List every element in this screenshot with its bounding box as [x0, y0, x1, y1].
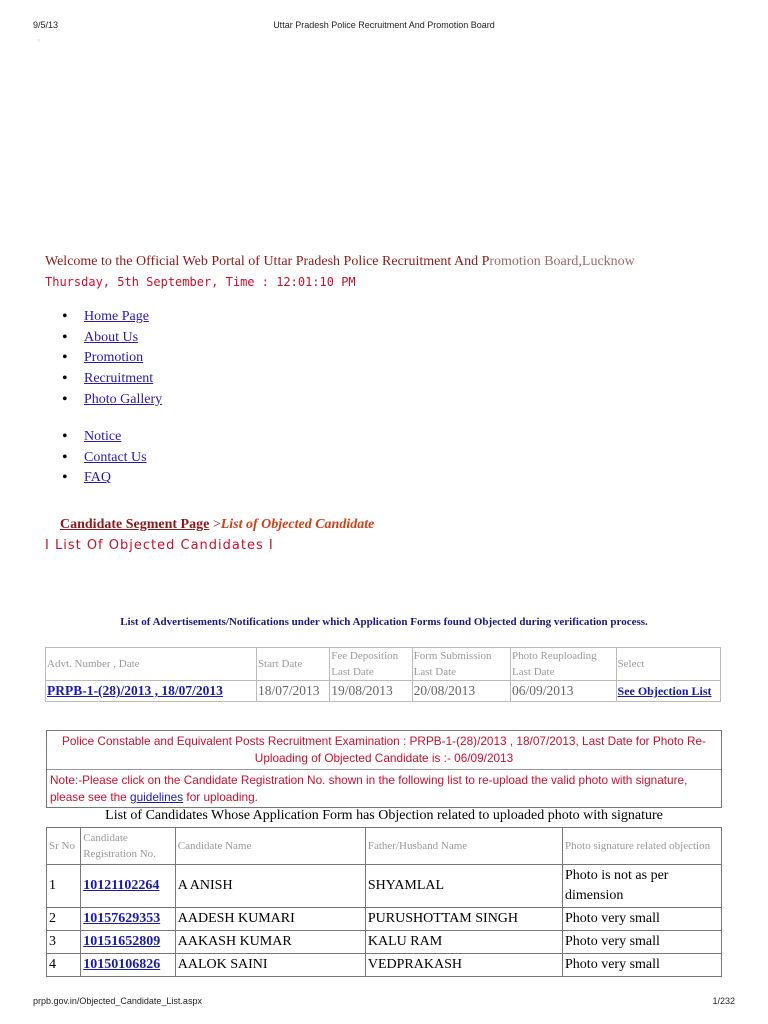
- breadcrumb-home-link[interactable]: Candidate Segment Page: [60, 517, 210, 532]
- notice-title: Police Constable and Equivalent Posts Recruitment Examination : PRPB-1-(28)/2013 , 18/07/2013, Last Date for Photo Re-Uploading of Objected Candidate is :- 06/09/2013: [62, 734, 706, 765]
- table-row: [46, 681, 721, 702]
- column-header: Father/Husband Name: [365, 828, 562, 865]
- broken-image-icon: ▫: [37, 36, 40, 45]
- table-row: [47, 931, 722, 954]
- nav-link-recruitment[interactable]: Recruitment: [84, 371, 154, 387]
- table-cell: 19/08/2013: [330, 681, 412, 702]
- table-cell: VEDPRAKASH: [365, 954, 562, 977]
- nav-link-home[interactable]: Home Page: [84, 309, 149, 324]
- print-date: 9/5/13: [33, 20, 59, 30]
- registration-link[interactable]: 10151652809: [83, 934, 161, 949]
- nav-item-home: [62, 307, 162, 328]
- guidelines-link[interactable]: guidelines: [130, 790, 184, 804]
- table-cell: [81, 908, 176, 931]
- nav-item-gallery: [62, 390, 162, 411]
- column-header: Photo Reuploading Last Date: [511, 648, 616, 681]
- table-cell: Photo very small: [563, 954, 722, 977]
- column-header: Sr No: [47, 828, 81, 865]
- table-row: [47, 954, 722, 977]
- notice-note: [50, 772, 718, 806]
- print-footer: [33, 996, 735, 1010]
- nav-item-about: [62, 328, 162, 349]
- nav-item-contact: [62, 448, 147, 469]
- table-cell: A ANISH: [175, 865, 365, 908]
- table-cell: [81, 865, 176, 908]
- table-cell: AALOK SAINI: [175, 954, 365, 977]
- registration-link[interactable]: 10157629353: [83, 911, 161, 926]
- nav-item-recruitment: [62, 369, 162, 390]
- column-header: Start Date: [256, 648, 329, 681]
- print-header: [33, 20, 735, 34]
- divider: [47, 769, 721, 770]
- table-cell: 2: [47, 908, 81, 931]
- advertisements-caption: List of Advertisements/Notifications under which Application Forms found Objected during verification process.: [120, 616, 648, 628]
- nav-link-faq[interactable]: FAQ: [84, 470, 111, 486]
- nav-link-contact[interactable]: Contact Us: [84, 449, 147, 465]
- candidates-caption: List of Candidates Whose Application Form has Objection related to uploaded photo with signature: [105, 808, 663, 823]
- registration-link[interactable]: 10150106826: [83, 957, 161, 972]
- table-cell: PURUSHOTTAM SINGH: [365, 908, 562, 931]
- welcome-banner: [45, 254, 635, 270]
- table-cell: [81, 931, 176, 954]
- print-title: Uttar Pradesh Police Recruitment And Promotion Board: [273, 20, 495, 30]
- table-cell: AAKASH KUMAR: [175, 931, 365, 954]
- nav-link-gallery[interactable]: Photo Gallery: [84, 391, 163, 407]
- welcome-text: Welcome to the Official Web Portal of Uttar Pradesh Police Recruitment And P: [45, 254, 490, 269]
- table-cell: 06/09/2013: [511, 681, 616, 702]
- primary-nav: [62, 307, 162, 410]
- advertisements-table: [45, 647, 721, 702]
- table-cell: 1: [47, 865, 81, 908]
- note-text-end: for uploading.: [183, 790, 258, 804]
- nav-item-notice: [62, 427, 147, 448]
- breadcrumb: [60, 517, 374, 533]
- table-header-row: [46, 648, 721, 681]
- column-header: Candidate Registration No.: [81, 828, 176, 865]
- table-cell: Photo very small: [563, 908, 722, 931]
- nav-link-about[interactable]: About Us: [84, 329, 139, 345]
- column-header: Fee Deposition Last Date: [330, 648, 412, 681]
- table-cell: [46, 681, 257, 702]
- table-cell: [616, 681, 720, 702]
- breadcrumb-separator: >: [212, 517, 221, 532]
- column-header: Photo signature related objection: [563, 828, 722, 865]
- table-cell: 20/08/2013: [412, 681, 510, 702]
- table-cell: AADESH KUMARI: [175, 908, 365, 931]
- column-header: Select: [616, 648, 720, 681]
- column-header: Candidate Name: [175, 828, 365, 865]
- note-text: Note:-Please click on the Candidate Registration No. shown in the following list to re-upload the valid photo with signature, please see the: [50, 773, 688, 804]
- welcome-text-tail: romotion Board,Lucknow: [489, 254, 635, 269]
- table-cell: SHYAMLAL: [365, 865, 562, 908]
- table-row: [47, 865, 722, 908]
- table-cell: KALU RAM: [365, 931, 562, 954]
- notice-box: [46, 730, 722, 808]
- advertisement-number-link[interactable]: PRPB-1-(28)/2013 , 18/07/2013: [47, 683, 223, 698]
- table-cell: Photo very small: [563, 931, 722, 954]
- candidates-table: [46, 827, 722, 977]
- print-page-number: 1/232: [712, 996, 735, 1006]
- nav-link-promotion[interactable]: Promotion: [84, 350, 144, 366]
- table-cell: 3: [47, 931, 81, 954]
- page-title: I List Of Objected Candidates I: [45, 538, 274, 553]
- column-header: Advt. Number , Date: [46, 648, 257, 681]
- table-cell: [81, 954, 176, 977]
- column-header: Form Submission Last Date: [412, 648, 510, 681]
- table-row: [47, 908, 722, 931]
- nav-item-faq: [62, 468, 147, 489]
- table-cell: Photo is not as per dimension: [563, 865, 722, 908]
- table-cell: 4: [47, 954, 81, 977]
- nav-link-notice[interactable]: Notice: [84, 429, 122, 444]
- nav-item-promotion: [62, 348, 162, 369]
- print-url: prpb.gov.in/Objected_Candidate_List.aspx: [33, 996, 202, 1006]
- see-objection-list-link[interactable]: See Objection List: [617, 684, 712, 698]
- breadcrumb-current: List of Objected Candidate: [220, 517, 375, 532]
- table-header-row: [47, 828, 722, 865]
- secondary-nav: [62, 427, 147, 489]
- registration-link[interactable]: 10121102264: [83, 878, 160, 893]
- table-cell: 18/07/2013: [256, 681, 329, 702]
- current-datetime: Thursday, 5th September, Time : 12:01:10 PM: [45, 275, 356, 289]
